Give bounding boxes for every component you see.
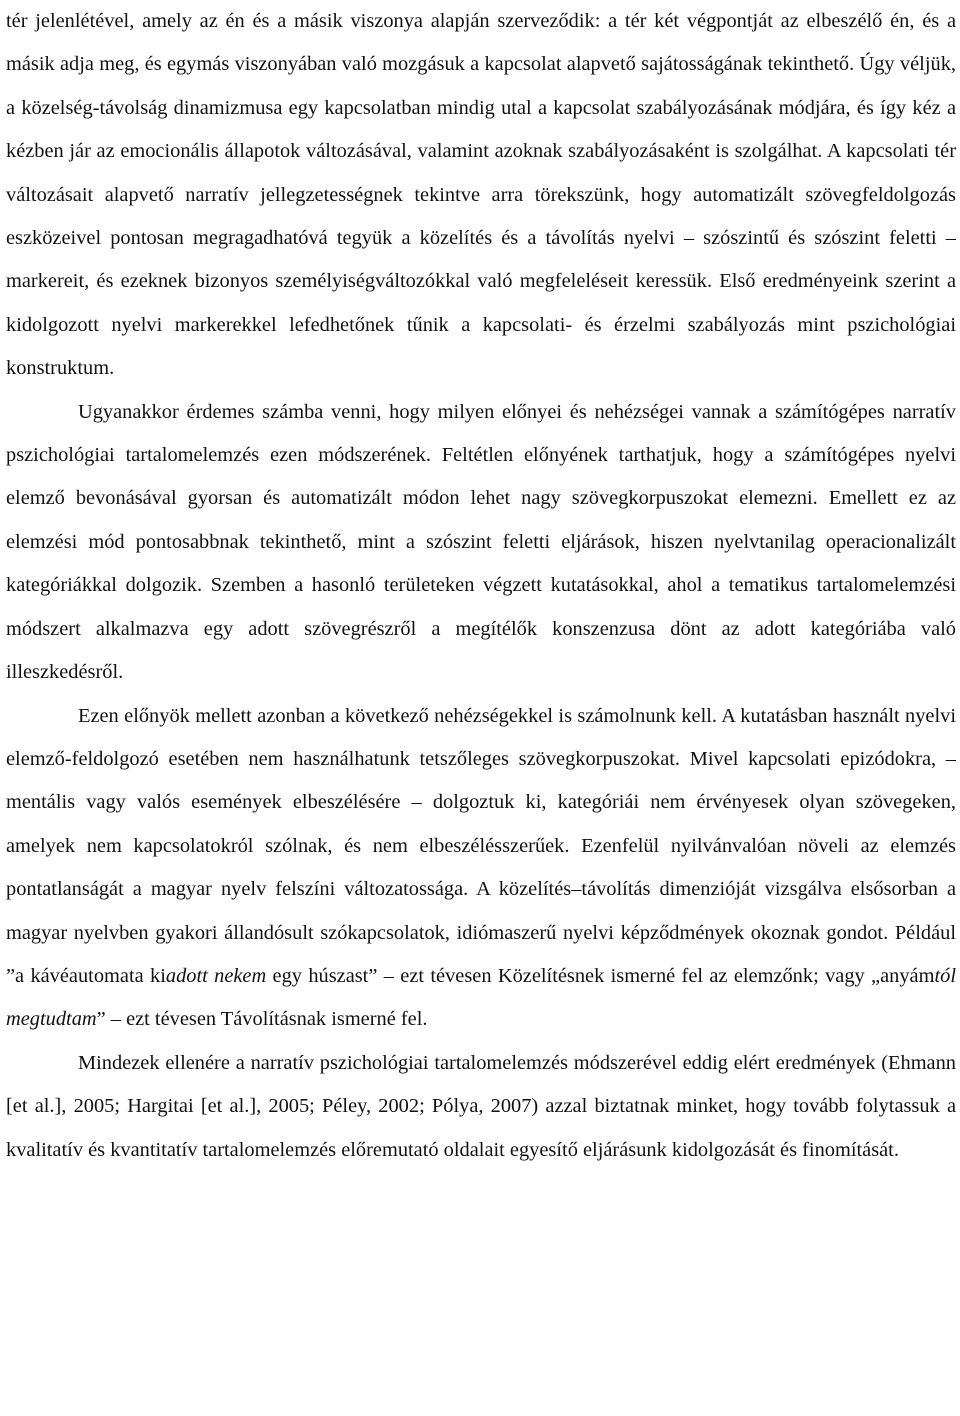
paragraph-3-italic-b: tól megtudtam [6,964,956,1031]
paragraph-3-text-a: Ezen előnyök mellett azonban a következő nehézségekkel is számolnunk kell. A kutatásban használt nyelvi elemző-feldolgozó esetében nem használhatunk tetszőleges szövegkorpuszokat. Mivel kapcsolati epizódokra, – mentális vagy valós események elbeszélésére – dolgoztuk ki, kategóriái nem érvényesek olyan szövegeken, amelyek nem kapcsolatokról szólnak, és nem elbeszélésszerűek. Ezenfelül nyilvánvalóan növeli az elemzés pontatlanságát a magyar nyelv felszíni változatossága. A közelítés–távolítás dimenzióját vizsgálva elsősorban a magyar nyelvben gyakori állandósult szókapcsolatok, idiómaszerű nyelvi képződmények okoznak gondot. Például ”a kávéautomata ki [6,704,956,987]
document-page [6,0,956,1172]
paragraph-4-text: Mindezek ellenére a narratív pszichológiai tartalomelemzés módszerével eddig elért eredmények (Ehmann [et al.], 2005; Hargitai [et al.], 2005; Péley, 2002; Pólya, 2007) azzal biztatnak minket, hogy tovább folytassuk a kvalitatív és kvantitatív tartalomelemzés előremutató oldalait egyesítő eljárásunk kidolgozását és finomítását. [6,1051,956,1161]
paragraph-2-text: Ugyanakkor érdemes számba venni, hogy milyen előnyei és nehézségei vannak a számítógépes narratív pszichológiai tartalomelemzés ezen módszerének. Feltétlen előnyének tarthatjuk, hogy a számítógépes nyelvi elemző bevonásával gyorsan és automatizált módon lehet nagy szövegkorpuszokat elemezni. Emellett ez az elemzési mód pontosabbnak tekinthető, mint a szószint feletti eljárások, hiszen nyelvtanilag operacionalizált kategóriákkal dolgozik. Szemben a hasonló területeken végzett kutatásokkal, ahol a tematikus tartalomelemzési módszert alkalmazva egy adott szövegrészről a megítélők konszenzusa dönt az adott kategóriába való illeszkedésről. [6,400,956,684]
paragraph-4 [6,1042,956,1172]
paragraph-3-text-b: egy húszast” – ezt tévesen Közelítésnek ismerné fel az elemzőnk; vagy „anyám [266,964,935,987]
paragraph-1-text: tér jelenlétével, amely az én és a másik viszonya alapján szerveződik: a tér két végpontját az elbeszélő én, és a másik adja meg, és egymás viszonyában való mozgásuk a kapcsolat alapvető sajátosságának tekinthető. Úgy véljük, a közelség-távolság dinamizmusa egy kapcsolatban mindig utal a kapcsolat szabályozásának módjára, és így kéz a kézben jár az emocionális állapotok változásával, valamint azoknak szabályozásaként is szolgálhat. A kapcsolati tér változásait alapvető narratív jellegzetességnek tekintve arra törekszünk, hogy automatizált szövegfeldolgozás eszközeivel pontosan megragadhatóvá tegyük a közelítés és a távolítás nyelvi – szószintű és szószint feletti – markereit, és ezeknek bizonyos személyiségváltozókkal való megfeleléseit keressük. Első eredményeink szerint a kidolgozott nyelvi markerekkel lefedhetőnek tűnik a kapcsolati- és érzelmi szabályozás mint pszichológiai konstruktum. [6,10,956,380]
paragraph-3 [6,695,956,1042]
paragraph-3-italic-a: adott nekem [165,964,267,987]
paragraph-2 [6,391,956,695]
paragraph-1 [6,0,956,391]
paragraph-3-text-c: ” – ezt tévesen Távolításnak ismerné fel. [96,1008,428,1031]
